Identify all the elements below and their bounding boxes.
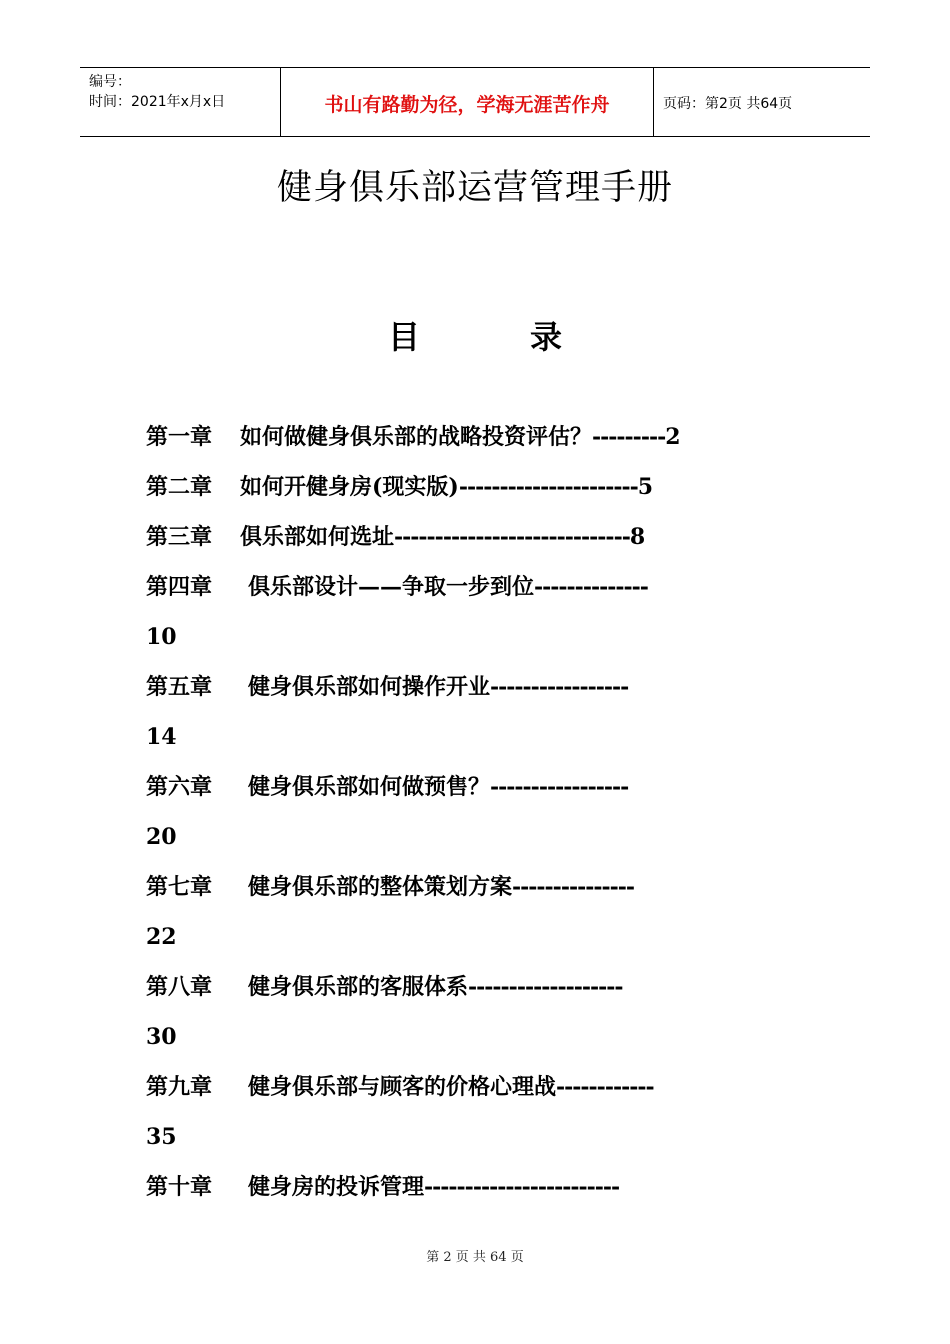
toc-chapter-label: 第十章 [146,1174,213,1200]
toc-entry[interactable] [146,412,806,462]
toc-entry[interactable] [146,1162,806,1212]
toc-chapter-title: 健身俱乐部的整体策划方案 [248,874,513,900]
toc-chapter-label: 第九章 [146,1074,213,1100]
serial-label: 编号： [89,74,131,90]
toc-page-number: 8 [629,524,646,550]
motto-text: 书山有路勤为径，学海无涯苦作舟 [324,94,610,116]
toc-page-number: 10 [146,624,177,650]
toc-entry[interactable] [146,1062,806,1112]
toc-leader: ----------------------------- [394,524,630,550]
toc-leader: -------------- [534,574,648,600]
page-info: 页码：第2页 共64页 [663,96,793,112]
document-title: 健身俱乐部运营管理手册 [276,168,673,208]
toc-chapter-title: 健身俱乐部与顾客的价格心理战 [248,1074,557,1100]
toc-chapter-title: 健身俱乐部如何做预售？ [248,774,491,800]
toc-entry[interactable] [146,862,806,912]
toc-chapter-title: 健身俱乐部的客服体系 [248,974,469,1000]
toc-chapter-label: 第六章 [146,774,213,800]
toc-chapter-title: 如何做健身俱乐部的战略投资评估？ [240,424,593,450]
toc-chapter-label: 第一章 [146,424,213,450]
toc-chapter-label: 第七章 [146,874,213,900]
toc-heading-char-1: 目 [387,318,420,356]
toc-page-number: 35 [146,1124,177,1150]
toc-entry[interactable] [146,762,806,812]
toc-chapter-label: 第四章 [146,574,213,600]
time-label: 时间：2021年x月x日 [89,94,226,110]
page-header [80,67,870,137]
toc-leader: --------- [592,424,666,450]
toc-entry[interactable] [146,462,806,512]
toc-chapter-title: 俱乐部如何选址 [240,524,395,550]
toc-entry[interactable] [146,512,806,562]
toc-chapter-label: 第二章 [146,474,213,500]
toc-entry[interactable] [146,962,806,1012]
header-right-cell [653,68,870,136]
toc-heading [0,312,950,358]
toc-chapter-title: 健身俱乐部如何操作开业 [248,674,491,700]
header-left-cell [80,68,280,136]
toc-entry[interactable] [146,662,806,712]
header-middle-cell [280,68,654,136]
toc-page-number: 22 [146,924,177,950]
toc-page-number: 20 [146,824,177,850]
toc-chapter-label: 第五章 [146,674,213,700]
toc-leader: ---------------------- [458,474,638,500]
toc-page-number: 5 [637,474,654,500]
toc-page-number: 14 [146,724,177,750]
toc-leader: ----------------- [490,774,629,800]
toc-chapter-label: 第三章 [146,524,213,550]
toc-leader: ------------ [556,1074,654,1100]
page-footer: 第 2 页 共 64 页 [426,1250,524,1265]
toc-leader: ----------------- [490,674,629,700]
toc-leader: ------------------------ [424,1174,620,1200]
toc-chapter-title: 健身房的投诉管理 [248,1174,425,1200]
table-of-contents [146,412,806,1212]
toc-chapter-label: 第八章 [146,974,213,1000]
toc-page-number: 2 [665,424,681,450]
toc-entry[interactable] [146,562,806,612]
toc-leader: --------------- [512,874,634,900]
toc-heading-char-2: 录 [530,318,563,356]
toc-chapter-title: 俱乐部设计——争取一步到位 [248,574,535,600]
toc-chapter-title: 如何开健身房(现实版) [240,474,459,500]
toc-leader: ------------------- [468,974,623,1000]
toc-page-number: 30 [146,1024,177,1050]
